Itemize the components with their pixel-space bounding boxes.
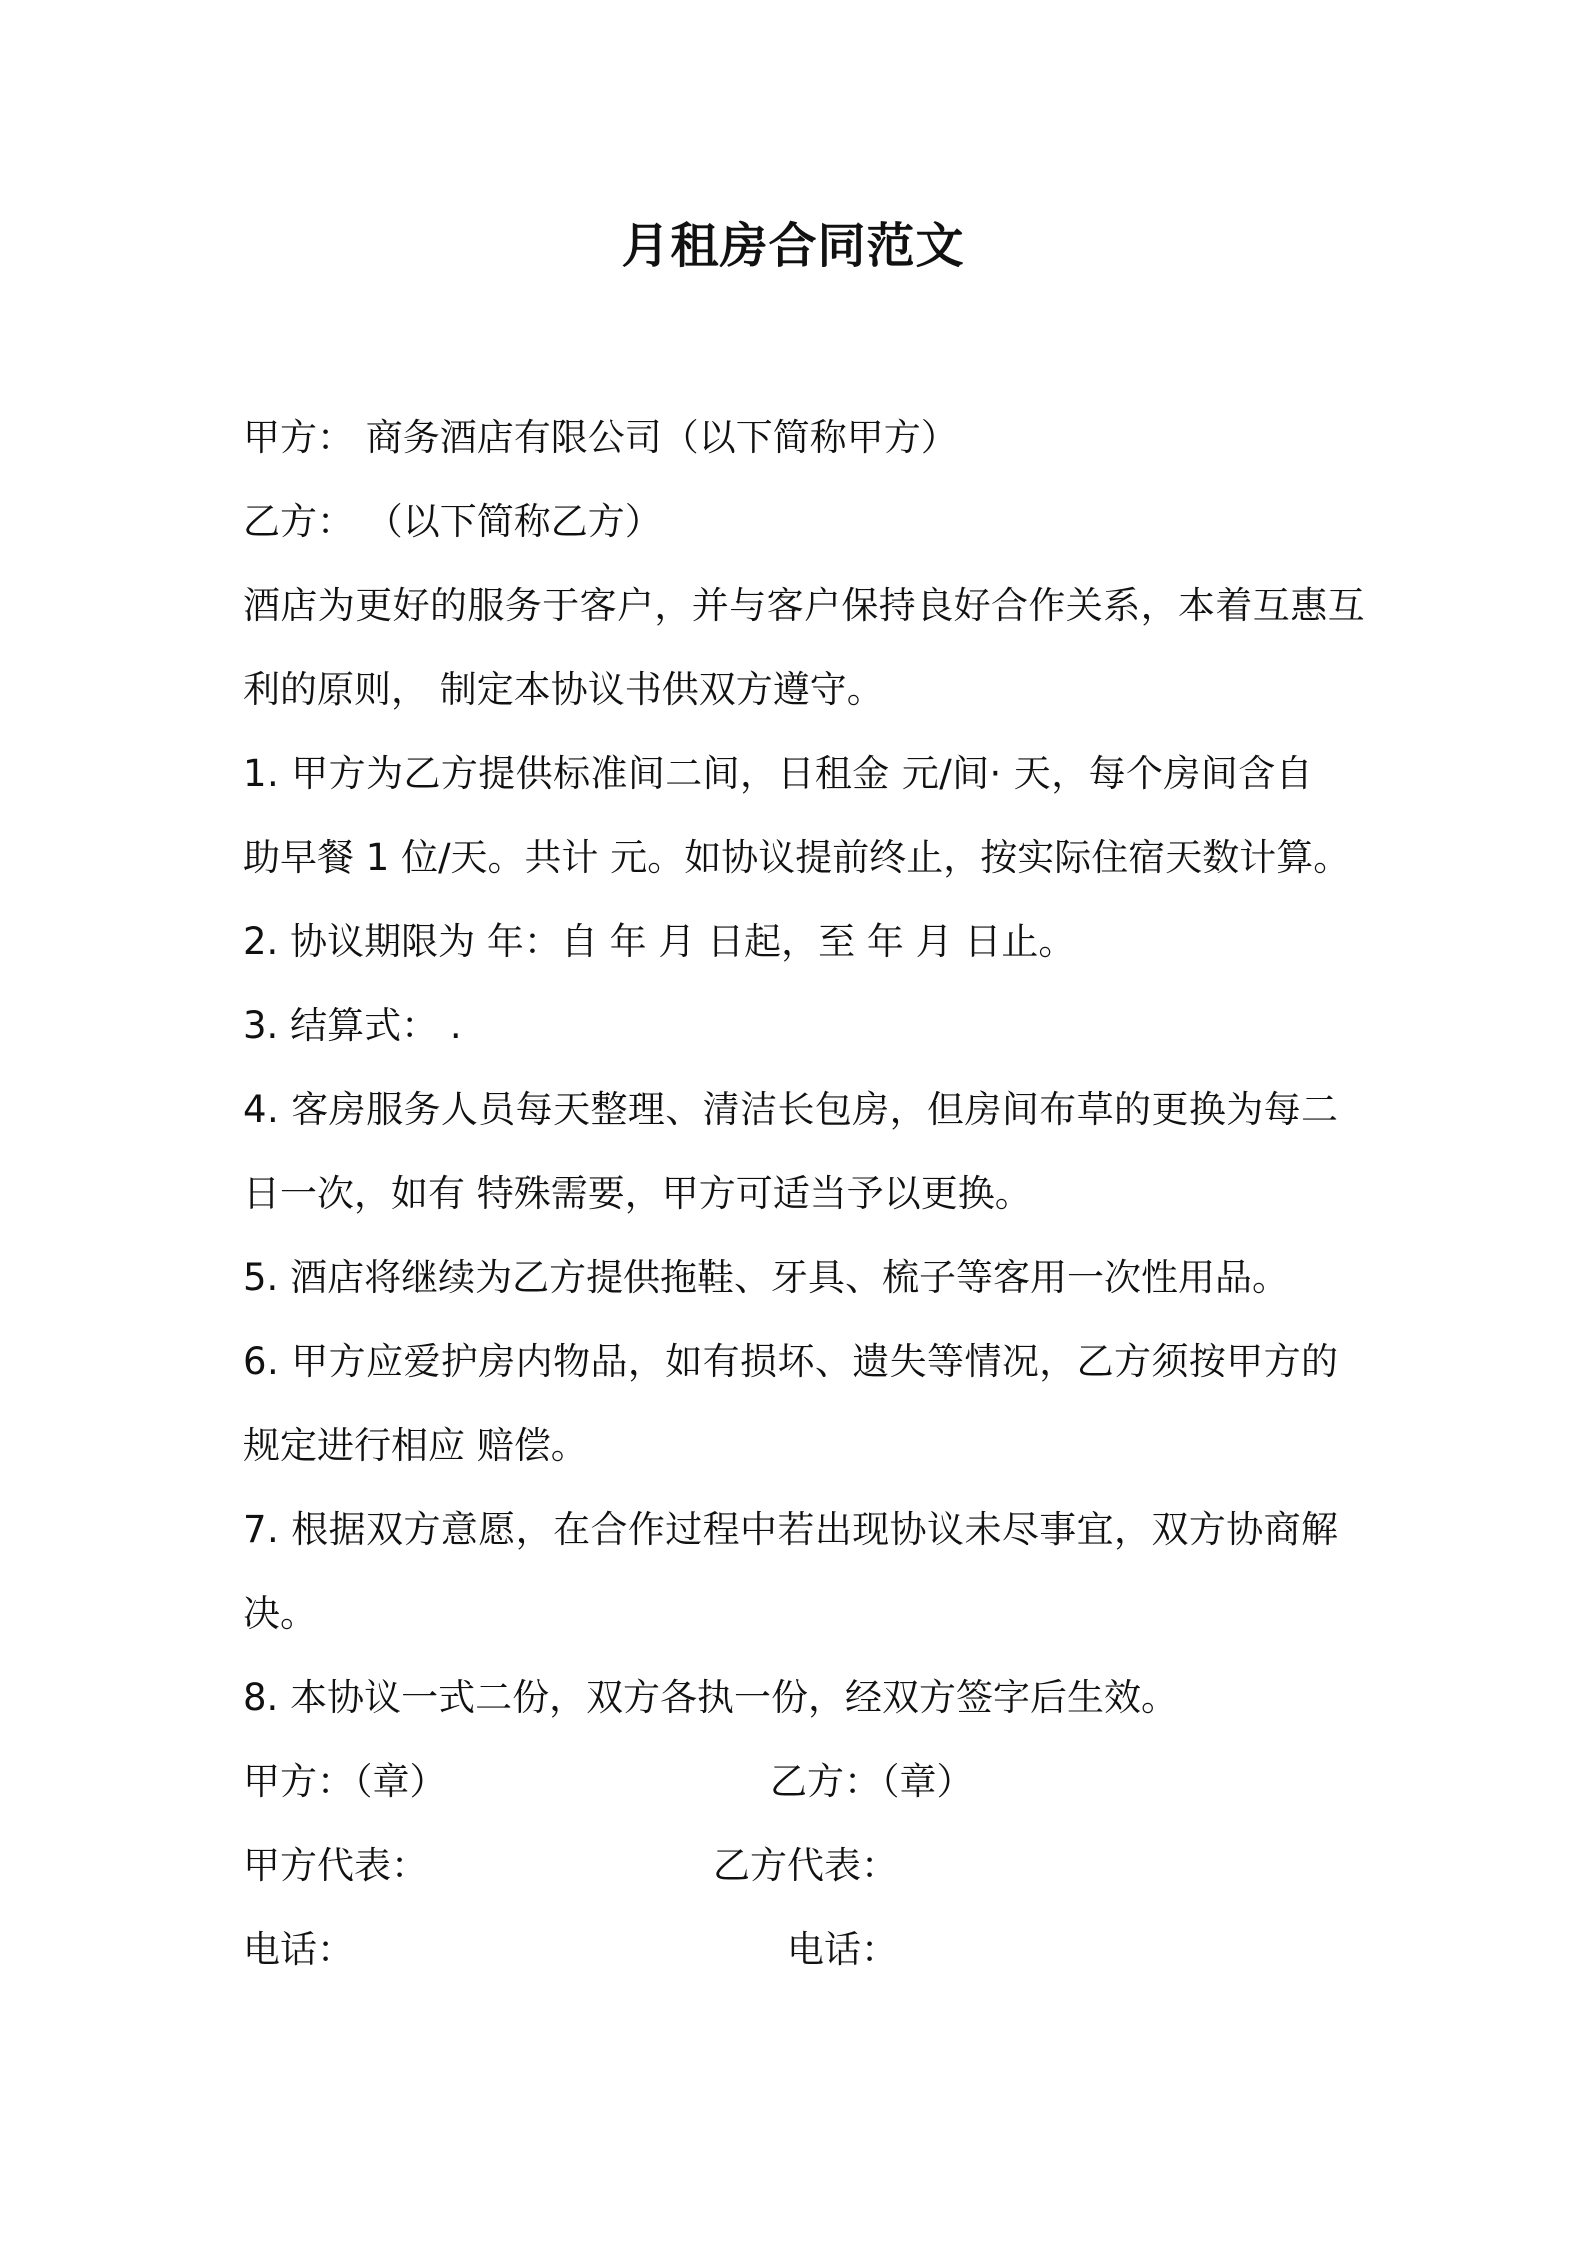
intro-line-1: 酒店为更好的服务于客户，并与客户保持良好合作关系，本着互惠互: [243, 584, 1365, 627]
clause-1-line-1: 1. 甲方为乙方提供标准间二间，日租金 元/间· 天，每个房间含自: [243, 752, 1314, 795]
clause-6-line-2: 规定进行相应 赔偿。: [243, 1424, 588, 1467]
clause-7-line-2: 决。: [243, 1592, 317, 1635]
intro-line-2: 利的原则， 制定本协议书供双方遵守。: [243, 668, 884, 711]
clause-8-line-1: 8. 本协议一式二份，双方各执一份，经双方签字后生效。: [243, 1676, 1179, 1719]
party-a-line: 甲方： 商务酒店有限公司（以下简称甲方）: [243, 416, 958, 459]
clause-7-line-1: 7. 根据双方意愿，在合作过程中若出现协议未尽事宜，双方协商解: [243, 1508, 1339, 1551]
party-b-seal: 乙方：（章）: [770, 1760, 974, 1803]
party-b-representative: 乙方代表：: [713, 1844, 898, 1887]
clause-4-line-1: 4. 客房服务人员每天整理、清洁长包房，但房间布草的更换为每二: [243, 1088, 1339, 1131]
document-title: 月租房合同范文: [621, 218, 965, 274]
clause-2-line-1: 2. 协议期限为 年：自 年 月 日起，至 年 月 日止。: [243, 920, 1076, 963]
party-b-phone: 电话：: [787, 1928, 898, 1971]
clause-4-line-2: 日一次，如有 特殊需要，甲方可适当予以更换。: [243, 1172, 1032, 1215]
clause-6-line-1: 6. 甲方应爱护房内物品，如有损坏、遗失等情况，乙方须按甲方的: [243, 1340, 1339, 1383]
party-a-representative: 甲方代表：: [243, 1844, 428, 1887]
clause-3-line-1: 3. 结算式： .: [243, 1004, 462, 1047]
party-b-line: 乙方： （以下简称乙方）: [243, 500, 662, 543]
clause-1-line-2: 助早餐 1 位/天。共计 元。如协议提前终止，按实际住宿天数计算。: [243, 836, 1351, 879]
party-a-seal: 甲方：（章）: [243, 1760, 447, 1803]
clause-5-line-1: 5. 酒店将继续为乙方提供拖鞋、牙具、梳子等客用一次性用品。: [243, 1256, 1290, 1299]
party-a-phone: 电话：: [243, 1928, 354, 1971]
